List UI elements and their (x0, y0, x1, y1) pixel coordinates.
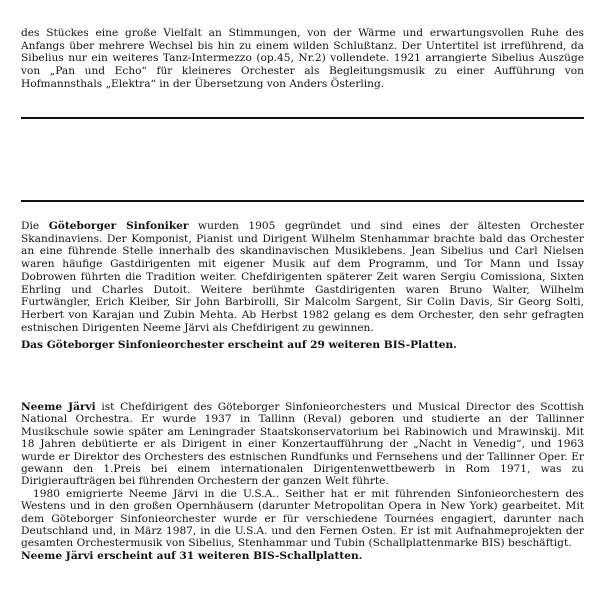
divider-rule (21, 117, 584, 119)
conductor-bio-block (21, 401, 584, 562)
paragraph: des Stückes eine große Vielfalt an Stimmungen, von der Wärme und erwartungsvollen Ruhe des Anfangs über mehrere Wechsel bis hin zu einem wilden Schlußtanz. Der Untertitel ist irreführend, da Sibelius nur ein weiteres Tanz-Intermezzo (op.45, Nr.2) vollendete. 1921 arrangierte Sibelius Auszüge von „Pan und Echo“ für kleineres Orchester als Begleitungsmusik zu einer Aufführung von Hofmannsthals „Elektra“ in der Übersetzung von Anders Österling. (21, 27, 584, 90)
discography-note: Neeme Järvi erscheint auf 31 weiteren BIS-Schallplatten. (21, 549, 363, 562)
body-text: wurden 1905 gegründet und sind eines der ältesten Orchester Skandinaviens. Der Komponist, Pianist und Dirigent Wilhelm Stenhammar brachte bald das Orchester an eine führende Stelle innerhalb des skandinavischen Musiklebens. Jean Sibelius und Carl Nielsen waren häufige Gastdirigenten mit eigener Musik auf dem Programm, und Tor Mann und Issay Dobrowen führten die Tradition weiter. Chefdirigenten späterer Zeit waren Sergiu Comissiona, Sixten Ehrling und Charles Dutoit. Weitere berühmte Gastdirigenten waren Bruno Walter, Wilhelm Furtwängler, Erich Kleiber, Sir John Barbirolli, Sir Malcolm Sargent, Sir Colin Davis, Sir Georg Solti, Herbert von Karajan und Zubin Mehta. Ab Herbst 1982 gelang es dem Orchester, den sehr gefragten estnischen Dirigenten Neeme Järvi als Chefdirigent zu gewinnen. (21, 220, 585, 334)
sibelius-text-block (21, 27, 584, 91)
paragraph (21, 220, 584, 334)
orchestra-bio-block (21, 220, 584, 352)
paragraph (21, 401, 584, 488)
lead-text: Die (21, 220, 49, 232)
conductor-name: Neeme Järvi (21, 401, 96, 413)
paragraph: 1980 emigrierte Neeme Järvi in die U.S.A.. Seither hat er mit führenden Sinfonieorchestern des Westens und in den großen Opernhäusern (darunter Metropolitan Opera in New York) gearbeitet. Mit dem Göteborger Sinfonieorchester wurde er für verschiedene Tournées engagiert, darunter nach Deutschland und, in März 1987, in die U.S.A. und den Fernen Osten. Er ist mit Aufnahmeprojekten der gesamten Orchestermusik von Sibelius, Stenhammar und Tubin (Schallplattenmarke BIS) beschäftigt. (21, 487, 584, 550)
divider-rule (21, 200, 584, 202)
body-text: ist Chefdirigent des Göteborger Sinfonieorchesters und Musical Director des Scottish National Orchestra. Er wurde 1937 in Tallinn (Reval) geboren und studierte an der Tallinner Musikschule sowie später am Leningrader Staatskonservatorium bei Rabinowich und Mrawinskij. Mit 18 Jahren debütierte er als Dirigent in einer Konzertaufführung der „Nacht in Venedig“, und 1963 wurde er Direktor des Orchesters des estnischen Rundfunks und Fernsehens und der Tallinner Oper. Er gewann den 1.Preis bei einem internationalen Dirigentenwettbewerb in Rom 1971, was zu Dirigieraufträgen bei führenden Orchestern der ganzen Welt führte. (21, 401, 584, 488)
discography-note: Das Göteborger Sinfonieorchester erscheint auf 29 weiteren BIS-Platten. (21, 339, 457, 352)
orchestra-name: Göteborger Sinfoniker (48, 220, 189, 232)
